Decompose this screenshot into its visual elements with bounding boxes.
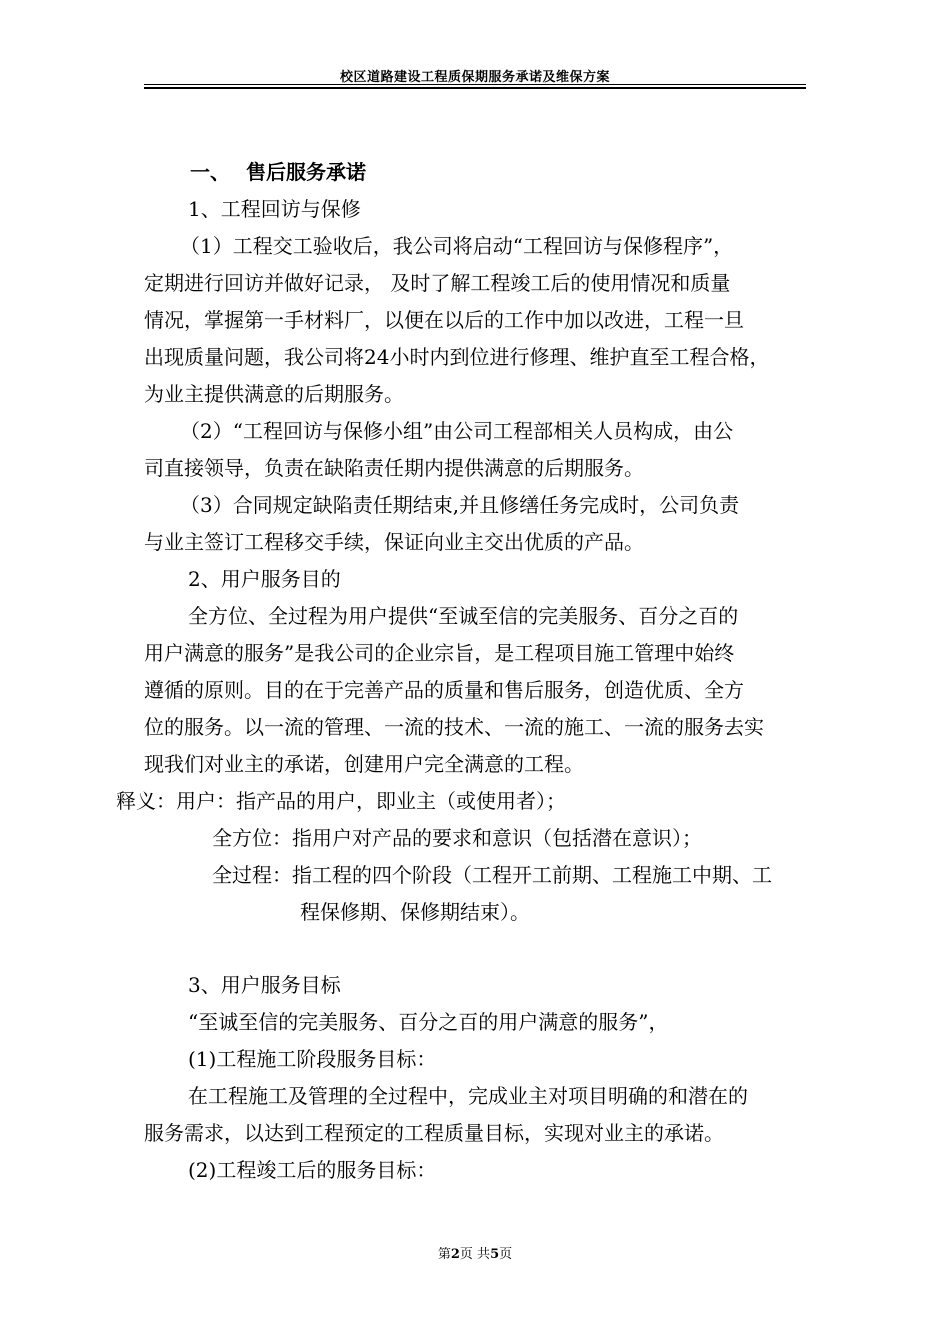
paragraph-line: 为业主提供满意的后期服务。 [144,382,404,406]
paragraph-line: （3）合同规定缺陷责任期结束,并且修缮任务完成时，公司负责 [180,493,740,517]
subsection-title: 2、用户服务目的 [188,567,341,591]
paragraph-line: 遵循的原则。目的在于完善产品的质量和售后服务，创造优质、全方 [144,678,744,702]
slogan-line: “至诚至信的完美服务、百分之百的用户满意的服务”， [188,1010,669,1034]
page-number: 2 [450,1247,460,1262]
header-rule-thick [144,87,806,89]
page-total: 5 [490,1247,500,1262]
spacer [144,931,806,967]
paragraph-line: 司直接领导，负责在缺陷责任期内提供满意的后期服务。 [144,456,644,480]
paragraph-line: （1）工程交工验收后，我公司将启动“工程回访与保修程序”， [180,234,734,258]
paragraph-line: 现我们对业主的承诺，创建用户完全满意的工程。 [144,752,584,776]
section-number: 一、 [190,160,230,184]
page-header: 校区道路建设工程质保期服务承诺及维保方案 [339,70,610,85]
paragraph-line: 出现质量问题，我公司将24小时内到位进行修理、维护直至工程合格， [144,345,770,369]
page-footer: 第2页 共5页 [437,1247,513,1262]
document-body [116,154,806,1189]
paragraph-line: 在工程施工及管理的全过程中，完成业主对项目明确的和潜在的 [188,1084,748,1108]
paragraph-line: 与业主签订工程移交手续，保证向业主交出优质的产品。 [144,530,644,554]
section-title: 售后服务承诺 [246,160,366,184]
definition-line: 程保修期、保修期结束）。 [300,900,530,924]
target-heading: (1)工程施工阶段服务目标： [188,1047,437,1071]
paragraph-line: （2）“工程回访与保修小组”由公司工程部相关人员构成，由公 [180,419,734,443]
definition-line: 全过程：指工程的四个阶段（工程开工前期、工程施工中期、工 [212,863,772,887]
paragraph-line: 位的服务。以一流的管理、一流的技术、一流的施工、一流的服务去实 [144,715,764,739]
subsection-title: 1、工程回访与保修 [188,197,361,221]
definition-line: 释义：用户：指产品的用户，即业主（或使用者）； [116,789,566,813]
subsection-title: 3、用户服务目标 [188,973,341,997]
definition-line: 全方位：指用户对产品的要求和意识（包括潜在意识）； [212,826,702,850]
paragraph-line: 服务需求，以达到工程预定的工程质量目标，实现对业主的承诺。 [144,1121,724,1145]
target-heading: (2)工程竣工后的服务目标： [188,1158,437,1182]
paragraph-line: 定期进行回访并做好记录， 及时了解工程竣工后的使用情况和质量 [144,271,731,295]
paragraph-line: 全方位、全过程为用户提供“至诚至信的完美服务、百分之百的 [188,604,739,628]
header-rule [144,84,806,85]
paragraph-line: 用户满意的服务”是我公司的企业宗旨，是工程项目施工管理中始终 [144,641,735,665]
section-heading [144,154,806,191]
paragraph-line: 情况，掌握第一手材料厂，以便在以后的工作中加以改进，工程一旦 [144,308,744,332]
